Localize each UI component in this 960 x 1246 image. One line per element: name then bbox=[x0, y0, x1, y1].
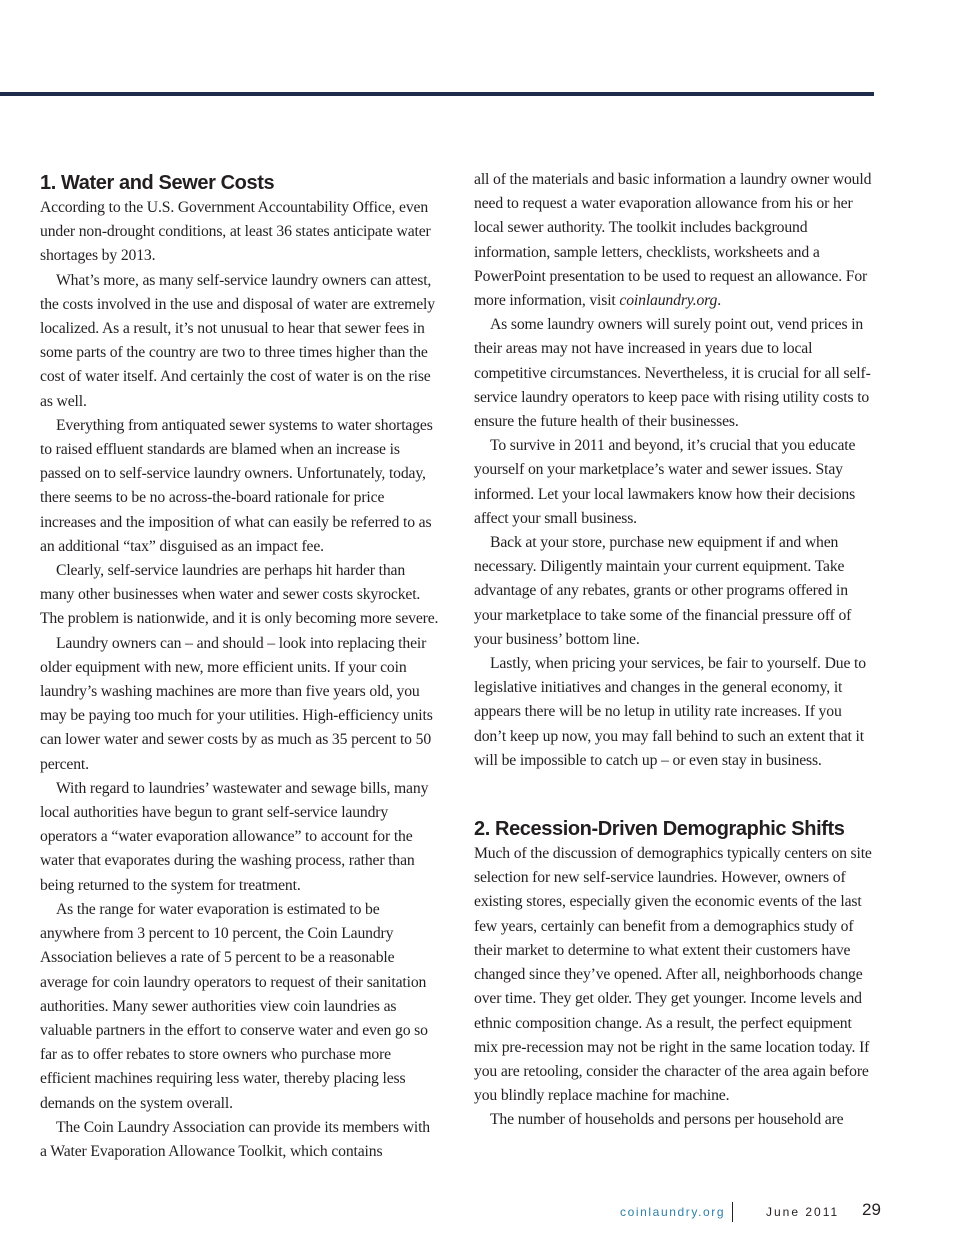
page-number: 29 bbox=[862, 1200, 881, 1219]
body-paragraph: Everything from antiquated sewer systems to water shortages to raised effluent standards are blamed when an increase is passed on to self-service laundry owners. Unfortunately, today, there seems to be no across-the-board rationale for price increases and the imposition of what can easily be referred to as an additional “tax” disguised as an impact fee. bbox=[40, 416, 433, 555]
body-paragraph: To survive in 2011 and beyond, it’s crucial that you educate yourself on your marketplace’s water and sewer issues. Stay informed. Let your local lawmakers know how their decisions affect your small business. bbox=[474, 437, 856, 527]
body-paragraph: What’s more, as many self-service laundry owners can attest, the costs involved in the use and disposal of water are extremely localized. As a result, it’s not unusual to hear that sewer fees in some parts of the country are two to three times higher than the cost of water itself. And certainly the cost of water is on the rise as well. bbox=[40, 271, 435, 410]
body-paragraph: The Coin Laundry Association can provide its members with a Water Evaporation Allowance Toolkit, which contains bbox=[40, 1118, 430, 1160]
left-column bbox=[40, 168, 440, 1164]
body-paragraph: Clearly, self-service laundries are perhaps hit harder than many other businesses when water and sewer costs skyrocket. The problem is nationwide, and it is only becoming more severe. bbox=[40, 562, 439, 628]
footer-divider bbox=[732, 1202, 733, 1222]
page-footer bbox=[0, 1202, 960, 1226]
body-paragraph: Laundry owners can – and should – look into replacing their older equipment with new, more efficient units. If your coin laundry’s washing machines are more than five years old, you may be paying too much for your utilities. High-efficiency units can lower water and sewer costs by as much as 35 percent to 50 percent. bbox=[40, 634, 433, 773]
continued-text-end: . bbox=[717, 292, 722, 310]
coinlaundry-link[interactable]: coinlaundry.org bbox=[619, 292, 718, 310]
top-rule bbox=[0, 92, 874, 96]
body-paragraph: Much of the discussion of demographics typically centers on site selection for new self-service laundries. However, owners of existing stores, especially given the economic events of the last few years, certainly can benefit from a demographics study of their market to determine to what extent their customers have changed since they’ve opened. After all, neighborhoods change over time. They get older. They get younger. Income levels and ethnic composition change. As a result, the perfect equipment mix pre-recession may not be right in the same location today. If you are retooling, consider the character of the area again before you blindly replace machine for machine. bbox=[474, 845, 872, 1105]
section-heading-demographics: 2. Recession-Driven Demographic Shifts bbox=[474, 818, 845, 841]
body-paragraph: Lastly, when pricing your services, be fair to yourself. Due to legislative initiatives and changes in the general economy, it appears there will be no letup in utility rate increases. If you don’t keep up now, you may fall behind to such an extent that it will be impossible to catch up – or even stay in business. bbox=[474, 655, 866, 769]
body-paragraph: As the range for water evaporation is estimated to be anywhere from 3 percent to 10 percent, the Coin Laundry Association believes a rate of 5 percent to be a reasonable average for coin laundry operators to request of their sanitation authorities. Many sewer authorities view coin laundries as valuable partners in the effort to conserve water and even go so far as to offer rebates to store owners who purchase more efficient machines requiring less water, thereby placing less demands on the system overall. bbox=[40, 900, 428, 1112]
right-column bbox=[474, 168, 875, 1133]
body-paragraph: As some laundry owners will surely point out, vend prices in their areas may not have increased in years due to local competitive circumstances. Nevertheless, it is crucial for all self-service laundry operators to keep pace with rising utility costs to ensure the future health of their businesses. bbox=[474, 316, 871, 431]
body-paragraph: The number of households and persons per household are bbox=[490, 1111, 844, 1129]
body-paragraph: With regard to laundries’ wastewater and sewage bills, many local authorities have begun to grant self-service laundry operators a “water evaporation allowance” to account for the water that evaporates during the washing process, rather than being returned to the system for treatment. bbox=[40, 779, 429, 894]
footer-date: June 2011 bbox=[766, 1205, 840, 1219]
continued-text: all of the materials and basic information a laundry owner would need to request a water evaporation allowance from his or her local sewer authority. The toolkit includes background information, sample letters, checklists, worksheets and a PowerPoint presentation to be used to request an allowance. For more information, visit bbox=[474, 171, 872, 310]
body-paragraph: According to the U.S. Government Accountability Office, even under non-drought conditions, at least 36 states anticipate water shortages by 2013. bbox=[40, 199, 431, 265]
footer-site: coinlaundry.org bbox=[620, 1205, 726, 1219]
continued-paragraph bbox=[474, 168, 875, 313]
body-paragraph: Back at your store, purchase new equipment if and when necessary. Diligently maintain your current equipment. Take advantage of any rebates, grants or other programs offered in your marketplace to take some of the financial pressure off of your business’ bottom line. bbox=[474, 534, 852, 648]
section-heading-water-sewer: 1. Water and Sewer Costs bbox=[40, 172, 275, 194]
